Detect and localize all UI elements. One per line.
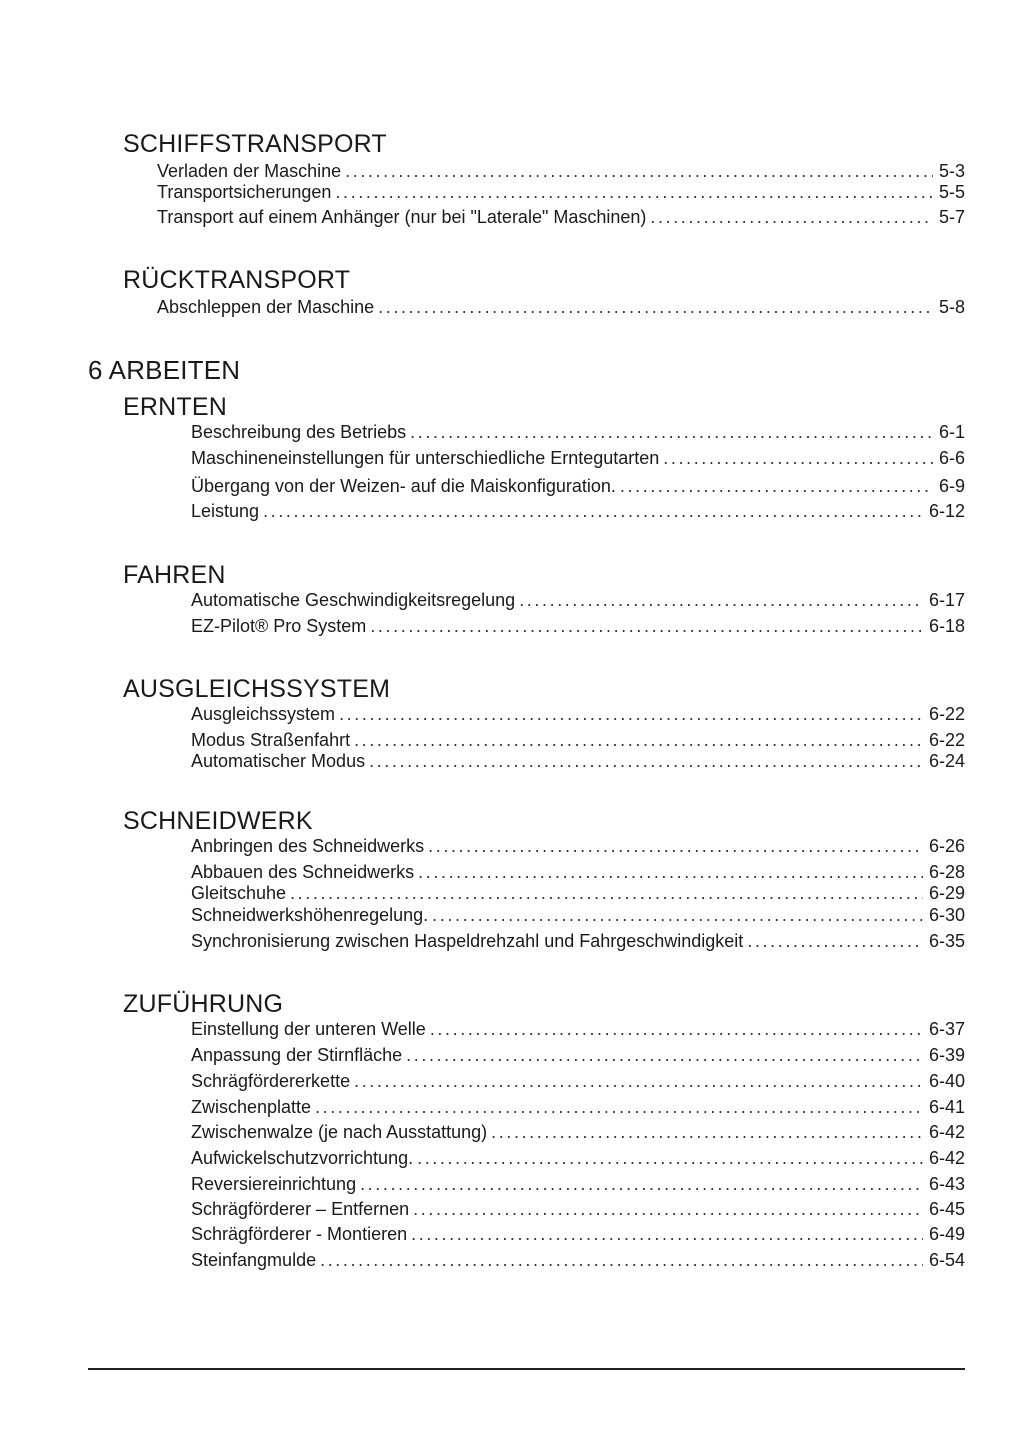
dot-leader xyxy=(413,1197,923,1221)
dot-leader xyxy=(491,1120,923,1144)
dot-leader xyxy=(315,1095,923,1119)
entry-title: Anpassung der Stirnfläche xyxy=(191,1045,403,1065)
toc-entry[interactable] xyxy=(191,588,965,612)
toc-entry[interactable] xyxy=(191,1120,965,1144)
dot-leader xyxy=(432,903,923,927)
entry-title: Automatischer Modus xyxy=(191,751,366,771)
toc-entry[interactable] xyxy=(157,205,965,229)
toc-entry[interactable] xyxy=(191,1222,965,1246)
dot-leader xyxy=(663,446,933,470)
dot-leader xyxy=(263,499,923,523)
toc-entry[interactable] xyxy=(191,446,965,470)
dot-leader xyxy=(650,205,933,229)
entry-page: 6-40 xyxy=(928,1071,965,1091)
entry-page: 6-45 xyxy=(928,1199,965,1219)
dot-leader xyxy=(378,295,933,319)
toc-entry[interactable] xyxy=(191,1172,965,1196)
entry-title: Schrägfördererkette xyxy=(191,1071,351,1091)
entry-page: 6-41 xyxy=(928,1097,965,1117)
entry-title: Beschreibung des Betriebs xyxy=(191,422,407,442)
entry-title: Schrägförderer - Montieren xyxy=(191,1224,408,1244)
section-heading-ausgleichssystem: AUSGLEICHSSYSTEM xyxy=(123,675,391,703)
toc-entry[interactable] xyxy=(191,929,965,953)
entry-page: 6-28 xyxy=(928,862,965,882)
entry-page: 5-8 xyxy=(938,297,965,317)
entry-page: 6-42 xyxy=(928,1122,965,1142)
chapter-heading: 6 ARBEITEN xyxy=(88,355,241,385)
entry-page: 6-12 xyxy=(928,501,965,521)
entry-title: Übergang von der Weizen- auf die Maiskonfiguration. xyxy=(191,476,616,496)
entry-title: Abbauen des Schneidwerks xyxy=(191,862,415,882)
entry-page: 6-26 xyxy=(928,836,965,856)
entry-title: Leistung xyxy=(191,501,260,521)
section-heading-ernten: ERNTEN xyxy=(123,393,227,421)
entry-title: Einstellung der unteren Welle xyxy=(191,1019,426,1039)
dot-leader xyxy=(417,1146,923,1170)
dot-leader xyxy=(339,702,923,726)
entry-title: Schrägförderer – Entfernen xyxy=(191,1199,410,1219)
footer-rule xyxy=(88,1368,965,1370)
entry-title: Transport auf einem Anhänger (nur bei "Laterale" Maschinen) xyxy=(157,207,647,227)
entry-page: 6-37 xyxy=(928,1019,965,1039)
entry-title: Verladen der Maschine xyxy=(157,161,342,181)
entry-page: 5-7 xyxy=(938,207,965,227)
toc-entry[interactable] xyxy=(191,420,965,444)
entry-title: Modus Straßenfahrt xyxy=(191,730,351,750)
dot-leader xyxy=(360,1172,923,1196)
entry-page: 6-54 xyxy=(928,1250,965,1270)
toc-entry[interactable] xyxy=(191,1069,965,1093)
section-heading-fahren: FAHREN xyxy=(123,561,226,589)
dot-leader xyxy=(428,834,923,858)
entry-page: 6-6 xyxy=(938,448,965,468)
toc-entry[interactable] xyxy=(157,180,965,204)
entry-title: Gleitschuhe xyxy=(191,883,287,903)
entry-page: 6-35 xyxy=(928,931,965,951)
dot-leader xyxy=(370,614,923,638)
entry-title: Automatische Geschwindigkeitsregelung xyxy=(191,590,516,610)
entry-page: 6-49 xyxy=(928,1224,965,1244)
entry-page: 6-24 xyxy=(928,751,965,771)
entry-page: 5-5 xyxy=(938,182,965,202)
toc-entry[interactable] xyxy=(191,614,965,638)
entry-page: 6-1 xyxy=(938,422,965,442)
dot-leader xyxy=(320,1248,923,1272)
toc-entry[interactable] xyxy=(191,499,965,523)
entry-page: 6-18 xyxy=(928,616,965,636)
entry-page: 6-42 xyxy=(928,1148,965,1168)
entry-page: 6-22 xyxy=(928,704,965,724)
entry-page: 6-17 xyxy=(928,590,965,610)
entry-title: EZ-Pilot® Pro System xyxy=(191,616,367,636)
toc-entry[interactable] xyxy=(191,474,965,498)
toc-entry[interactable] xyxy=(191,1095,965,1119)
toc-entry[interactable] xyxy=(191,702,965,726)
dot-leader xyxy=(519,588,923,612)
dot-leader xyxy=(335,180,933,204)
entry-page: 6-30 xyxy=(928,905,965,925)
toc-entry[interactable] xyxy=(191,1017,965,1041)
entry-title: Abschleppen der Maschine xyxy=(157,297,375,317)
toc-entry[interactable] xyxy=(191,903,965,927)
entry-title: Maschineneinstellungen für unterschiedliche Erntegutarten xyxy=(191,448,660,468)
dot-leader xyxy=(354,1069,923,1093)
toc-entry[interactable] xyxy=(191,881,965,905)
entry-page: 6-9 xyxy=(938,476,965,496)
entry-title: Synchronisierung zwischen Haspeldrehzahl und Fahrgeschwindigkeit xyxy=(191,931,744,951)
entry-title: Schneidwerkshöhenregelung. xyxy=(191,905,429,925)
dot-leader xyxy=(410,420,933,444)
entry-page: 5-3 xyxy=(938,161,965,181)
entry-title: Zwischenwalze (je nach Ausstattung) xyxy=(191,1122,488,1142)
entry-title: Steinfangmulde xyxy=(191,1250,317,1270)
entry-title: Reversiereinrichtung xyxy=(191,1174,357,1194)
dot-leader xyxy=(411,1222,923,1246)
entry-page: 6-39 xyxy=(928,1045,965,1065)
section-heading-schneidwerk: SCHNEIDWERK xyxy=(123,807,313,835)
entry-title: Aufwickelschutzvorrichtung. xyxy=(191,1148,414,1168)
toc-entry[interactable] xyxy=(191,1043,965,1067)
dot-leader xyxy=(290,881,923,905)
toc-entry[interactable] xyxy=(191,1197,965,1221)
entry-title: Ausgleichssystem xyxy=(191,704,336,724)
dot-leader xyxy=(620,474,933,498)
entry-title: Zwischenplatte xyxy=(191,1097,312,1117)
entry-page: 6-22 xyxy=(928,730,965,750)
dot-leader xyxy=(747,929,923,953)
toc-entry[interactable] xyxy=(157,295,965,319)
entry-title: Transportsicherungen xyxy=(157,182,332,202)
dot-leader xyxy=(430,1017,923,1041)
toc-entry[interactable] xyxy=(191,1248,965,1272)
dot-leader xyxy=(369,749,923,773)
entry-title: Anbringen des Schneidwerks xyxy=(191,836,425,856)
section-heading-zufuehrung: ZUFÜHRUNG xyxy=(123,990,284,1018)
toc-entry[interactable] xyxy=(191,1146,965,1170)
toc-entry[interactable] xyxy=(191,834,965,858)
section-heading-schiffstransport: SCHIFFSTRANSPORT xyxy=(123,130,387,158)
section-heading-ruecktransport: RÜCKTRANSPORT xyxy=(123,266,351,294)
toc-entry[interactable] xyxy=(191,749,965,773)
entry-page: 6-43 xyxy=(928,1174,965,1194)
dot-leader xyxy=(406,1043,923,1067)
entry-page: 6-29 xyxy=(928,883,965,903)
